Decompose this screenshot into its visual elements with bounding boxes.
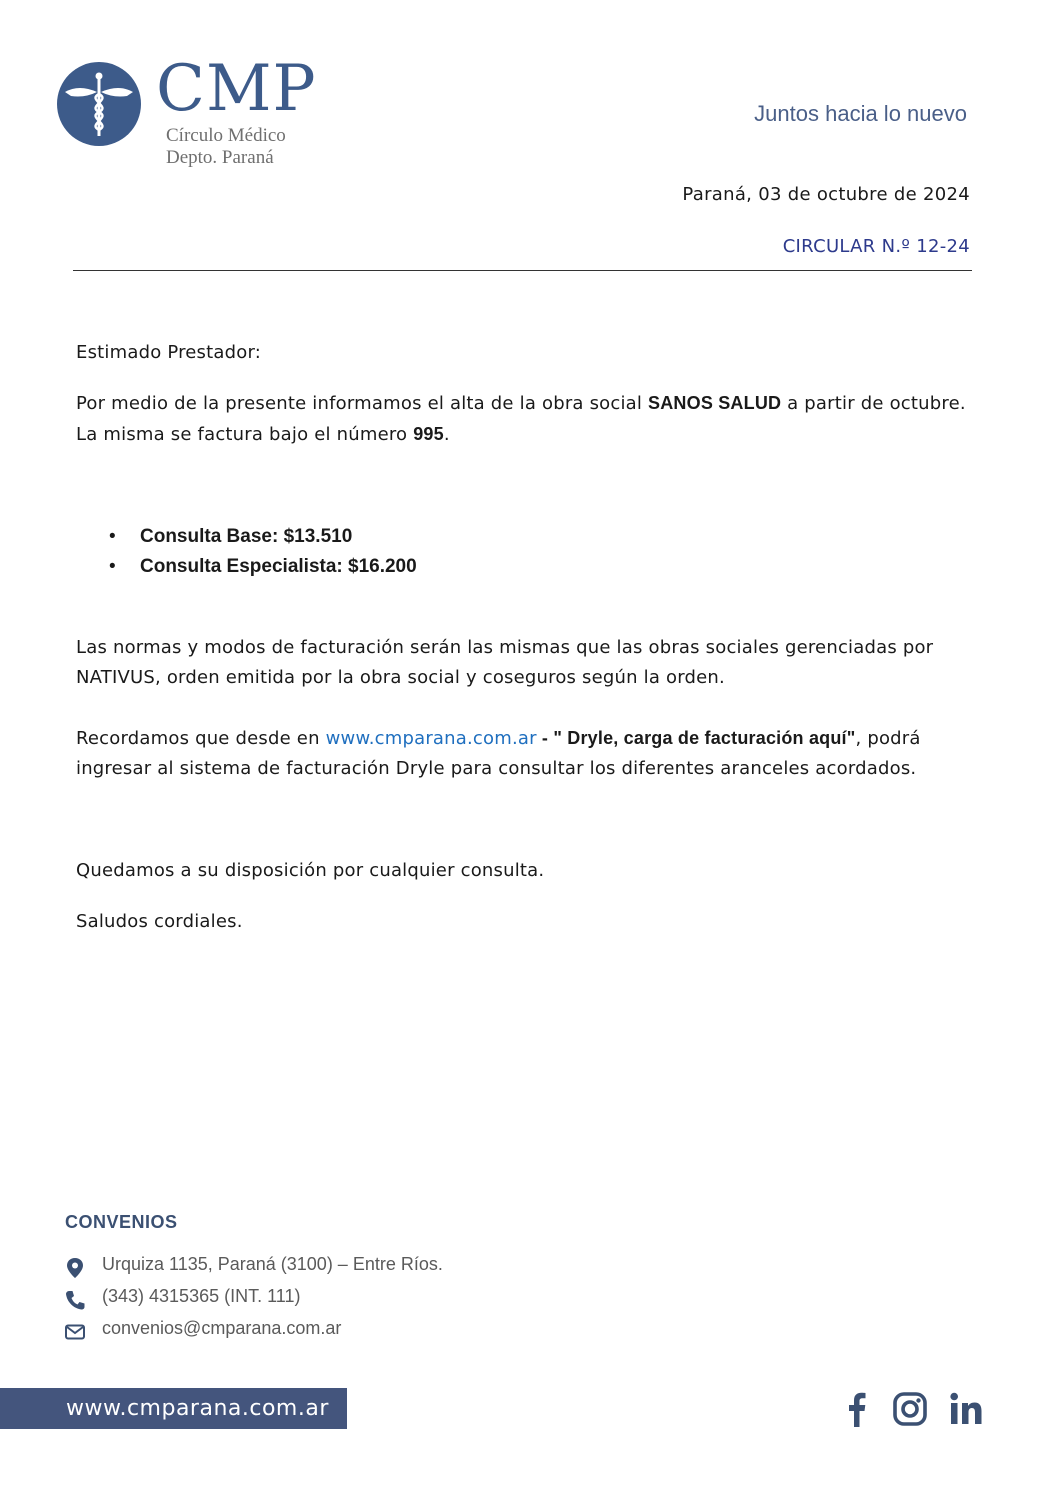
footer-website-bar[interactable]: www.cmparana.com.ar bbox=[0, 1388, 347, 1429]
greeting: Estimado Prestador: bbox=[76, 342, 262, 363]
letter-date: Paraná, 03 de octubre de 2024 bbox=[682, 184, 970, 205]
dryle-label: - " Dryle, carga de facturación aquí" bbox=[536, 728, 856, 748]
bullet-icon: • bbox=[109, 556, 116, 577]
linkedin-icon[interactable] bbox=[949, 1390, 983, 1428]
obra-social-name: SANOS SALUD bbox=[648, 393, 782, 413]
billing-number: 995 bbox=[413, 424, 444, 444]
phone-icon bbox=[64, 1289, 86, 1311]
closing-line-1: Quedamos a su disposición por cualquier consulta. bbox=[76, 860, 545, 881]
p1-text-a: Por medio de la presente informamos el alta de la obra social bbox=[76, 393, 649, 414]
email-icon bbox=[64, 1321, 86, 1343]
brand-name: CMP bbox=[156, 52, 317, 126]
price-list bbox=[76, 522, 417, 582]
cmp-caduceus-logo bbox=[57, 62, 141, 146]
footer-phone: (343) 4315365 (INT. 111) bbox=[102, 1286, 301, 1306]
paragraph-dryle bbox=[76, 723, 976, 784]
p1-text-c: a partir de octubre. La misma se factura bajo el número bbox=[76, 393, 966, 445]
brand-subtitle-2: Depto. Paraná bbox=[166, 147, 274, 168]
p3-text-a: Recordamos que desde en bbox=[76, 728, 326, 749]
footer-email[interactable]: convenios@cmparana.com.ar bbox=[102, 1318, 342, 1338]
closing-line-2: Saludos cordiales. bbox=[76, 911, 243, 932]
paragraph-intro bbox=[76, 388, 976, 450]
facebook-icon[interactable] bbox=[843, 1390, 869, 1428]
instagram-icon[interactable] bbox=[891, 1390, 929, 1428]
website-link[interactable]: www.cmparana.com.ar bbox=[325, 728, 537, 749]
brand-subtitle-1: Círculo Médico bbox=[166, 125, 286, 146]
footer-address: Urquiza 1135, Paraná (3100) – Entre Ríos. bbox=[102, 1254, 443, 1274]
list-item bbox=[76, 522, 417, 552]
p1-text-e: . bbox=[443, 424, 450, 445]
paragraph-norms: Las normas y modos de facturación serán las mismas que las obras sociales gerenciadas por NATIVUS, orden emitida por la obra social y coseguros según la orden. bbox=[76, 637, 934, 688]
p3-text-c: , podrá ingresar al sistema de facturación Dryle para consultar los diferentes aranceles acordados. bbox=[76, 728, 921, 779]
tagline: Juntos hacia lo nuevo bbox=[754, 101, 967, 126]
list-item-label: Consulta Especialista: $16.200 bbox=[140, 556, 417, 577]
list-item-label: Consulta Base: $13.510 bbox=[140, 526, 353, 547]
bullet-icon: • bbox=[109, 526, 116, 547]
header-divider bbox=[73, 270, 972, 271]
location-pin-icon bbox=[64, 1257, 86, 1279]
circular-number: CIRCULAR N.º 12-24 bbox=[782, 236, 970, 257]
footer-title: CONVENIOS bbox=[65, 1212, 178, 1232]
list-item bbox=[76, 552, 417, 582]
